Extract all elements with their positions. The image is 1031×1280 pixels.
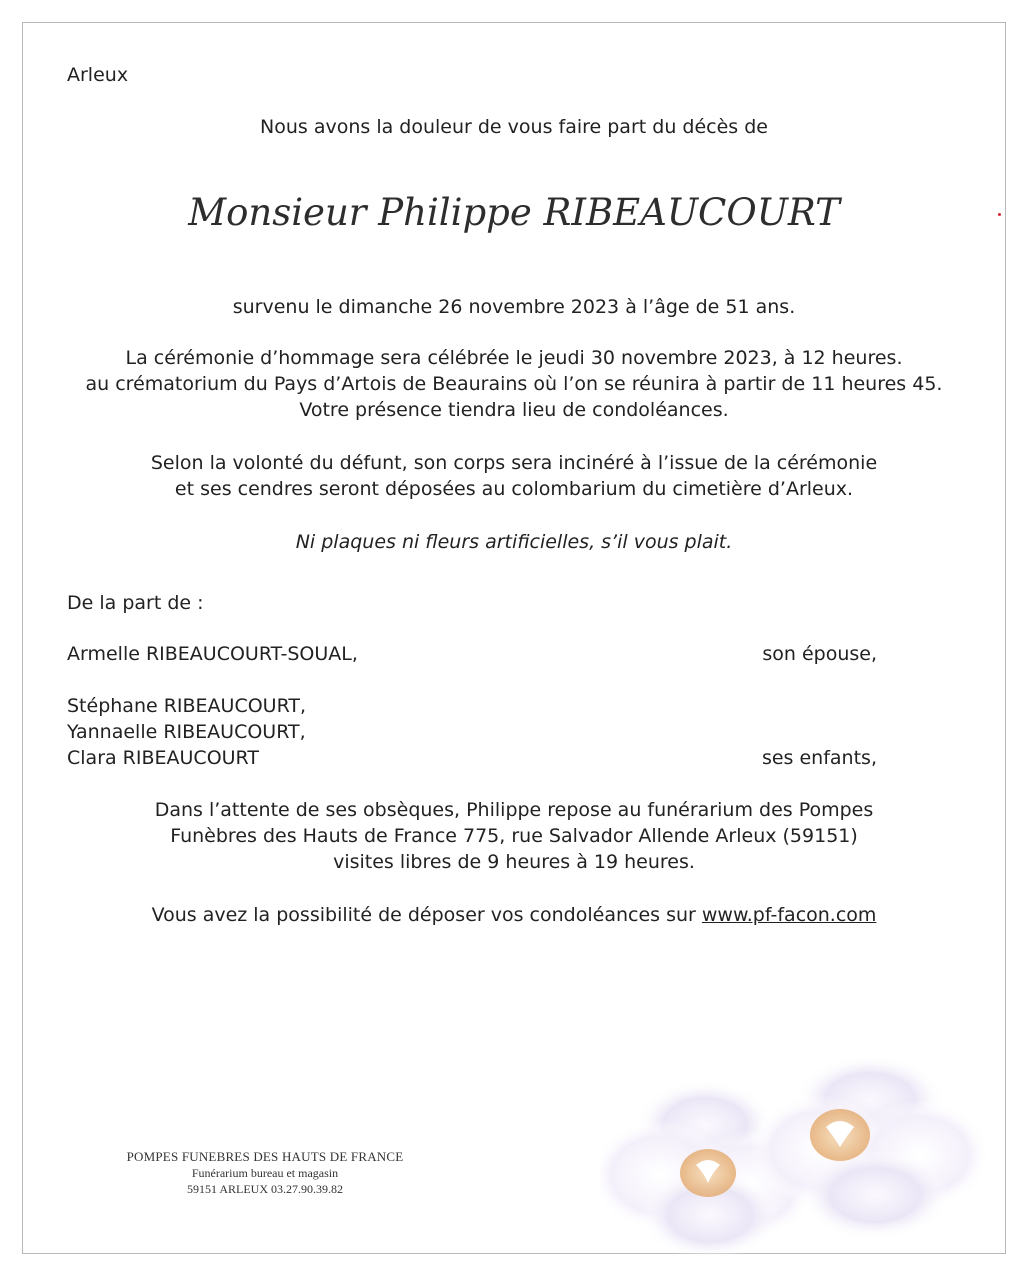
orchid-flowers-icon — [600, 1055, 1000, 1255]
cremation-line-2: et ses cendres seront déposées au colombarium du cimetière d’Arleux. — [174, 478, 854, 500]
orchid-decoration — [600, 1055, 1000, 1255]
footer-address: 59151 ARLEUX 03.27.90.39.82 — [187, 1182, 343, 1196]
deceased-name: Monsieur Philippe RIBEAUCOURT — [188, 191, 840, 234]
funeral-home-line-1: Dans l’attente de ses obsèques, Philippe repose au funérarium des Pompes — [154, 799, 874, 821]
condolences-text: Vous avez la possibilité de déposer vos condoléances sur — [151, 904, 696, 926]
condolences-link[interactable]: www.pf-facon.com — [701, 904, 877, 926]
ceremony-line-2: au crématorium du Pays d’Artois de Beaurains où l’on se réunira à partir de 11 heures 45. — [85, 373, 943, 395]
spouse-relation: son épouse, — [762, 643, 877, 665]
death-info: survenu le dimanche 26 novembre 2023 à l’âge de 51 ans. — [232, 296, 796, 318]
from-label: De la part de : — [67, 592, 204, 614]
ceremony-line-3: Votre présence tiendra lieu de condoléances. — [299, 399, 729, 421]
child-name: Clara RIBEAUCOURT — [67, 747, 259, 769]
footer-subtitle: Funérarium bureau et magasin — [191, 1166, 339, 1180]
condolences-line — [22, 902, 1006, 928]
footer-company: POMPES FUNEBRES DES HAUTS DE FRANCE — [126, 1149, 404, 1164]
cremation-line-1: Selon la volonté du défunt, son corps sera incinéré à l’issue de la cérémonie — [150, 452, 878, 474]
spouse-name: Armelle RIBEAUCOURT-SOUAL, — [67, 643, 358, 665]
no-flowers-notice: Ni plaques ni fleurs artificielles, s’il vous plait. — [295, 531, 733, 553]
child-name: Yannaelle RIBEAUCOURT, — [67, 721, 306, 743]
children-relation: ses enfants, — [761, 747, 877, 769]
child-name: Stéphane RIBEAUCOURT, — [67, 695, 307, 717]
ceremony-line-1: La cérémonie d’hommage sera célébrée le jeudi 30 novembre 2023, à 12 heures. — [125, 347, 903, 369]
funeral-home-line-2: Funèbres des Hauts de France 775, rue Salvador Allende Arleux (59151) — [170, 825, 858, 847]
funeral-home-line-3: visites libres de 9 heures à 19 heures. — [333, 851, 695, 873]
location: Arleux — [67, 64, 129, 86]
funeral-company-footer — [100, 1149, 430, 1197]
scan-mark — [998, 213, 1001, 216]
intro-text: Nous avons la douleur de vous faire part du décès de — [260, 116, 768, 138]
